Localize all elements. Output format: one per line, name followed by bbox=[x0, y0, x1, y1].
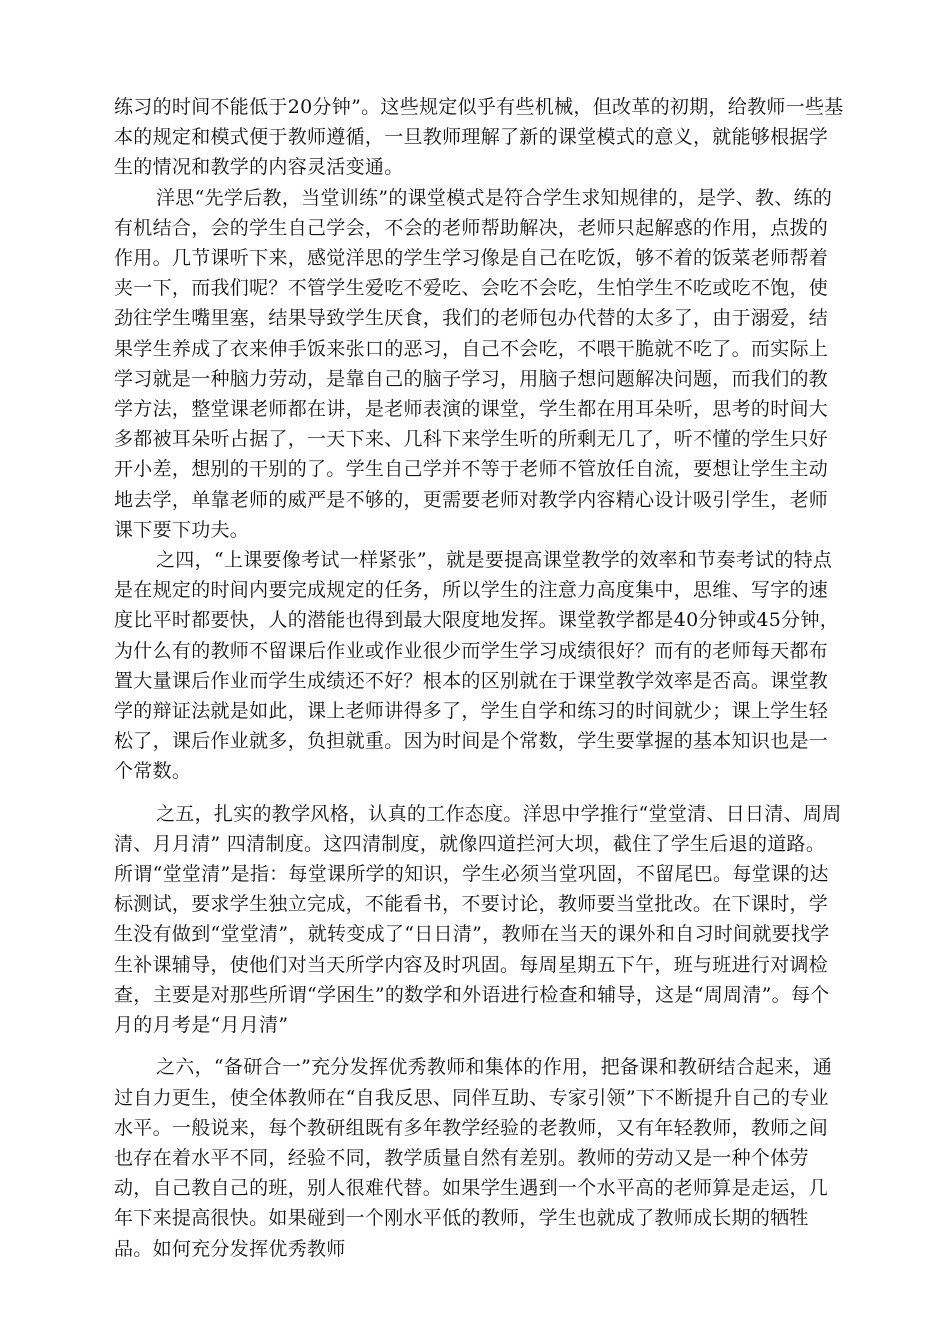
paragraph-1: 练习的时间不能低于20分钟”。这些规定似乎有些机械，但改革的初期，给教师一些基本的规定和模式便于教师遵循，一旦教师理解了新的课堂模式的意义，就能够根据学生的情况和教学的内容灵活变通。 bbox=[114, 96, 844, 179]
paragraph-2: 洋思“先学后教，当堂训练”的课堂模式是符合学生求知规律的，是学、教、练的有机结合，会的学生自己学会，不会的老师帮助解决，老师只起解惑的作用，点拨的作用。几节课听下来，感觉洋思的学生学习像是自己在吃饭，够不着的饭菜老师帮着夹一下，而我们呢？不管学生爱吃不爱吃、会吃不会吃，生怕学生不吃或吃不饱，使劲往学生嘴里塞，结果导致学生厌食，我们的老师包办代替的太多了，由于溺爱，结果学生养成了衣来伸手饭来张口的恶习，自己不会吃，不喂干脆就不吃了。而实际上学习就是一种脑力劳动，是靠自己的脑子学习，用脑子想问题解决问题，而我们的教学方法，整堂课老师都在讲，是老师表演的课堂，学生都在用耳朵听，思考的时间大多都被耳朵听占据了，一天下来、几科下来学生听的所剩无几了，听不懂的学生只好开小差，想别的干别的了。学生自己学并不等于老师不管放任自流，要想让学生主动地去学，单靠老师的威严是不够的，更需要老师对教学内容精心设计吸引学生，老师课下要下功夫。 bbox=[114, 186, 833, 541]
document-body bbox=[114, 92, 844, 1264]
paragraph-5: 之六，“备研合一”充分发挥优秀教师和集体的作用，把备课和教研结合起来，通过自力更生，使全体教师在“自我反思、同伴互助、专家引领”下不断提升自己的专业水平。一般说来，每个教研组既有多年教学经验的老教师，又有年轻教师，教师之间也存在着水平不同，经验不同，教学质量自然有差别。教师的劳动又是一种个体劳动，自己教自己的班，别人很难代替。如果学生遇到一个水平高的老师算是走运，几年下来提高很快。如果碰到一个刚水平低的教师，学生也就成了教师成长期的牺牲品。如何充分发挥优秀教师 bbox=[114, 1056, 833, 1260]
paragraph-3: 之四，“上课要像考试一样紧张”，就是要提高课堂教学的效率和节奏考试的特点是在规定的时间内要完成规定的任务，所以学生的注意力高度集中，思维、写字的速度比平时都要快，人的潜能也得到最大限度地发挥。课堂教学都是40分钟或45分钟，为什么有的教师不留课后作业或作业很少而学生学习成绩很好？而有的老师每天都布置大量课后作业而学生成绩还不好？根本的区别就在于课堂教学效率是否高。课堂教学的辩证法就是如此，课上老师讲得多了，学生自学和练习的时间就少；课上学生轻松了，课后作业就多，负担就重。因为时间是个常数，学生要掌握的基本知识也是一个常数。 bbox=[114, 549, 840, 783]
paragraph-gap bbox=[114, 787, 844, 799]
paragraph-gap bbox=[114, 1040, 844, 1052]
paragraph-4: 之五，扎实的教学风格，认真的工作态度。洋思中学推行“堂堂清、日日清、周周清、月月清” 四清制度。这四清制度，就像四道拦河大坝，截住了学生后退的道路。所谓“堂堂清”是指：每堂课所学的知识，学生必须当堂巩固，不留尾巴。每堂课的达标测试，要求学生独立完成，不能看书，不要讨论，教师要当堂批改。在下课时，学生没有做到“堂堂清”，就转变成了“日日清”，教师在当天的课外和自习时间就要找学生补课辅导，使他们对当天所学内容及时巩固。每周星期五下午，班与班进行对调检查，主要是对那些所谓“学困生”的数学和外语进行检查和辅导，这是“周周清”。每个月的月考是“月月清” bbox=[114, 802, 842, 1037]
